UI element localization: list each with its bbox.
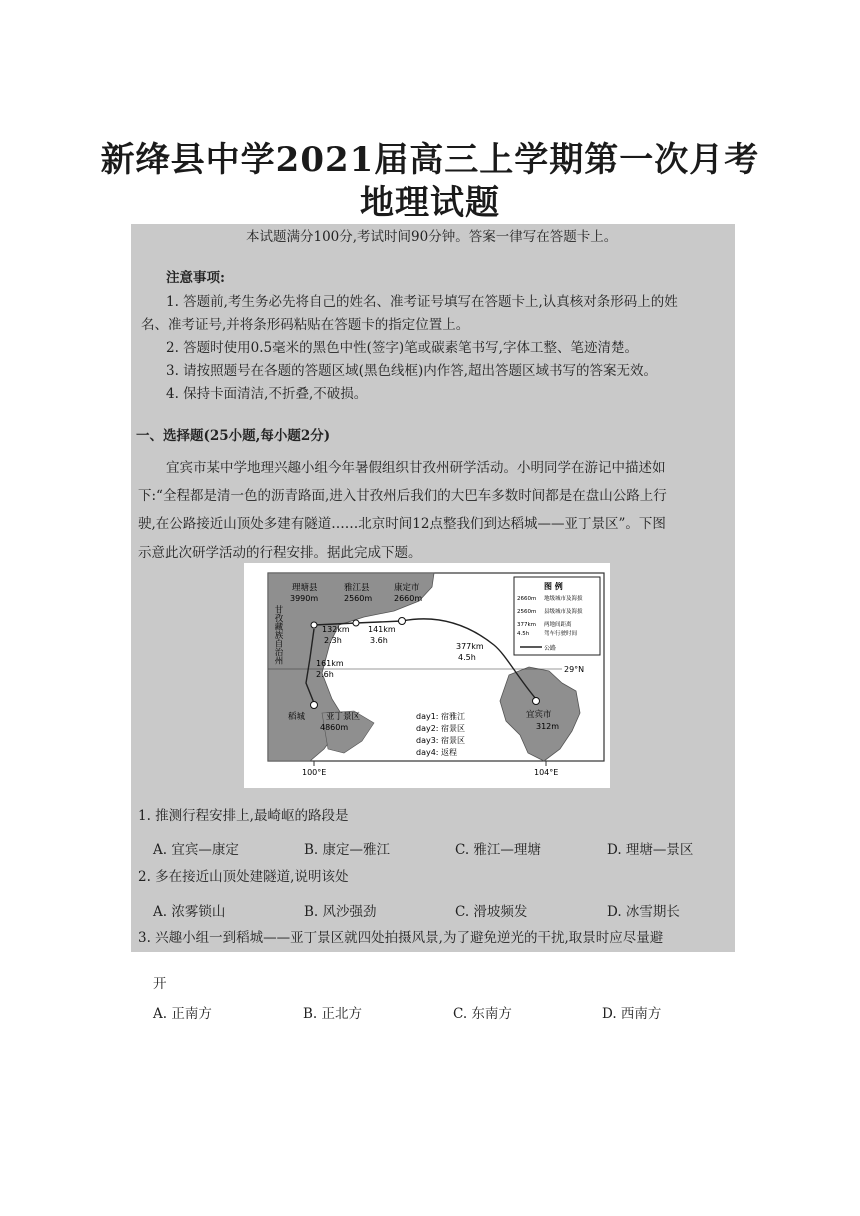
question-1-stem: 1. 推测行程安排上,最崎岖的路段是 [138, 808, 349, 824]
question-2-stem: 2. 多在接近山顶处建隧道,说明该处 [138, 869, 349, 885]
legend-title: 图 例 [544, 582, 563, 591]
exam-title-line1: 新绛县中学2021届高三上学期第一次月考 [100, 140, 760, 180]
question-3-option-a[interactable]: A. 正南方 [153, 1006, 212, 1022]
itinerary-day1: day1: 宿雅江 [416, 712, 466, 721]
itinerary-day3: day3: 宿景区 [416, 736, 466, 745]
legend-row3-num2: 4.5h [517, 631, 530, 637]
question-3-option-d[interactable]: D. 西南方 [602, 1006, 662, 1022]
intro-line: 下:“全程都是清一色的沥青路面,进入甘孜州后我们的大巴车多数时间都是在盘山公路上行 [138, 488, 667, 504]
yibin-marker [533, 698, 540, 705]
question-1-option-a[interactable]: A. 宜宾—康定 [153, 842, 239, 858]
question-2-option-b[interactable]: B. 风沙强劲 [304, 904, 377, 920]
legend-row2-text: 县级城市及海拔 [544, 609, 583, 615]
litang-label: 理塘县 [292, 583, 318, 593]
legend-row4-text: 公路 [544, 645, 557, 652]
notice-item: 名、准考证号,并将条形码粘贴在答题卡的指定位置上。 [141, 317, 470, 333]
question-2-option-c[interactable]: C. 滑坡频发 [455, 904, 528, 920]
lon-left-label: 100°E [302, 768, 327, 777]
question-1-option-c[interactable]: C. 雅江—理塘 [455, 842, 541, 858]
legend-row2-num: 2560m [517, 609, 537, 615]
daocheng-label: 稻城 [288, 712, 306, 722]
question-2-option-d[interactable]: D. 冰雪期长 [607, 904, 680, 920]
notice-item: 1. 答题前,考生务必先将自己的姓名、准考证号填写在答题卡上,认真核对条形码上的姓 [166, 294, 678, 310]
legend-row1-text: 地级城市及海拔 [544, 596, 583, 602]
notice-item: 2. 答题时使用0.5毫米的黑色中性(签字)笔或碳素笔书写,字体工整、笔迹清楚。 [166, 340, 638, 356]
legend-row3-text2: 驾车行驶时间 [544, 631, 578, 637]
yajiang-marker [353, 620, 359, 626]
yibin-elev: 312m [536, 722, 560, 731]
notice-item: 3. 请按照题号在各题的答题区域(黑色线框)内作答,超出答题区域书写的答案无效。 [166, 363, 657, 379]
kangding-marker [399, 618, 406, 625]
seg2-km: 141km [368, 625, 396, 634]
question-1-option-b[interactable]: B. 康定—雅江 [304, 842, 391, 858]
intro-line: 驶,在公路接近山顶处多建有隧道……北京时间12点整我们到达稻城——亚丁景区”。下图 [138, 516, 666, 532]
notice-item: 4. 保持卡面清洁,不折叠,不破损。 [166, 386, 368, 402]
seg4-km: 161km [316, 659, 344, 668]
notice-heading: 注意事项: [166, 270, 225, 286]
daocheng-elev: 4860m [320, 723, 349, 732]
region-label: 甘孜藏族自治州 [273, 605, 283, 665]
yibin-label: 宜宾市 [526, 710, 552, 720]
kangding-elev: 2660m [394, 594, 423, 603]
seg3-h: 4.5h [458, 653, 476, 662]
itinerary-day2: day2: 宿景区 [416, 724, 466, 733]
itinerary-day4: day4: 返程 [416, 748, 458, 757]
legend-row1-num: 2660m [517, 596, 537, 602]
seg2-h: 3.6h [370, 636, 388, 645]
header-note: 本试题满分100分,考试时间90分钟。答案一律写在答题卡上。 [246, 229, 618, 245]
section-heading: 一、选择题(25小题,每小题2分) [136, 428, 331, 444]
legend-row3-text: 两地间距离 [544, 622, 572, 628]
litang-marker [311, 622, 317, 628]
seg1-h: 2.3h [324, 636, 342, 645]
question-2-option-a[interactable]: A. 浓雾锁山 [153, 904, 226, 920]
lat-label: 29°N [564, 665, 585, 674]
exam-title-line2: 地理试题 [360, 183, 500, 223]
lon-right-label: 104°E [534, 768, 559, 777]
yading-label: 亚丁景区 [326, 712, 361, 722]
yajiang-label: 雅江县 [344, 583, 370, 593]
legend-row3-num: 377km [517, 622, 537, 628]
question-3-stem: 3. 兴趣小组一到稻城——亚丁景区就四处拍摄风景,为了避免逆光的干扰,取景时应尽量避 [138, 930, 664, 946]
daocheng-marker [311, 702, 318, 709]
map-svg [244, 563, 610, 788]
itinerary-map [244, 563, 610, 788]
question-3-stem-cont: 开 [153, 976, 167, 992]
yajiang-elev: 2560m [344, 594, 373, 603]
intro-line: 宜宾市某中学地理兴趣小组今年暑假组织甘孜州研学活动。小明同学在游记中描述如 [166, 460, 666, 476]
question-3-option-c[interactable]: C. 东南方 [453, 1006, 512, 1022]
kangding-label: 康定市 [394, 583, 420, 593]
litang-elev: 3990m [290, 594, 319, 603]
question-1-option-d[interactable]: D. 理塘—景区 [607, 842, 694, 858]
seg1-km: 132km [322, 625, 350, 634]
question-3-option-b[interactable]: B. 正北方 [303, 1006, 363, 1022]
seg4-h: 2.6h [316, 670, 334, 679]
seg3-km: 377km [456, 642, 484, 651]
intro-line: 示意此次研学活动的行程安排。据此完成下题。 [138, 545, 422, 561]
